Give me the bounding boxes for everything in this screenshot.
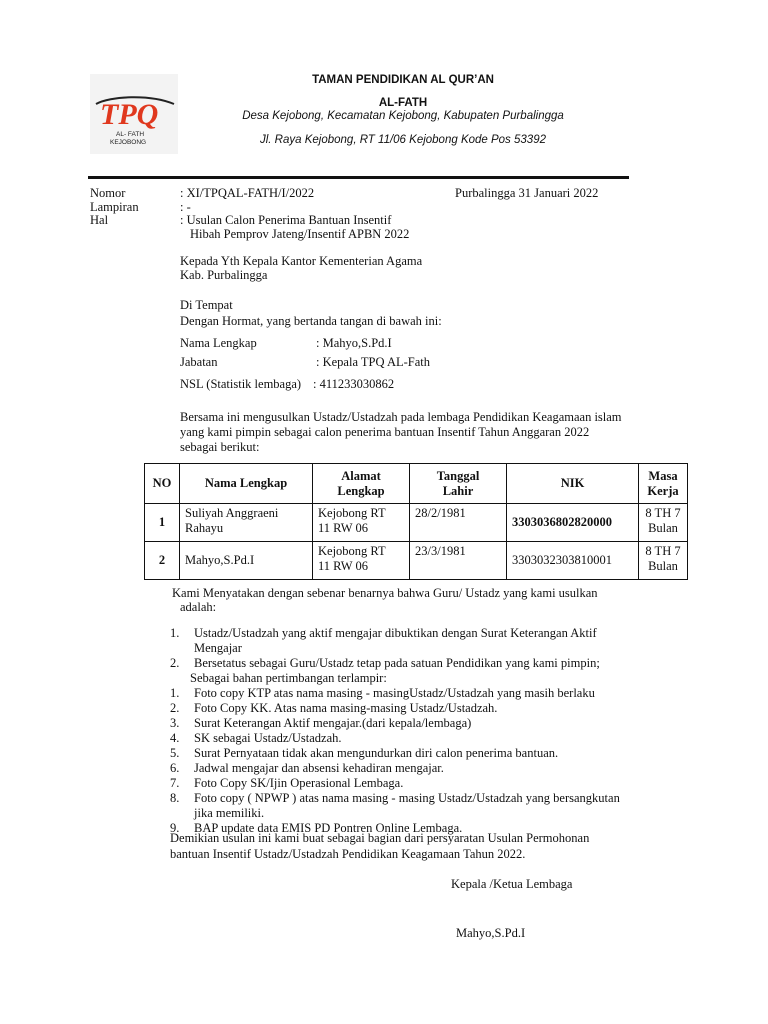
- recipient-line3: Di Tempat: [180, 298, 233, 312]
- th-alamat: Alamat Lengkap: [313, 464, 410, 504]
- signer-position-value: : Kepala TPQ AL-Fath: [316, 355, 430, 369]
- signature-name: Mahyo,S.Pd.I: [456, 926, 526, 940]
- list-item: Sebagai bahan pertimbangan terlampir:: [190, 671, 387, 685]
- hal-label: Hal: [90, 213, 109, 227]
- logo-sub1: AL- FATH: [116, 131, 145, 138]
- table-row: [145, 504, 688, 542]
- letterhead-divider: [88, 176, 629, 179]
- requirements-list: [170, 626, 710, 836]
- letterhead-street: Jl. Raya Kejobong, RT 11/06 Kejobong Kode Pos 53392: [259, 134, 546, 146]
- th-tanggal: Tanggal Lahir: [410, 464, 507, 504]
- letterhead-address: Desa Kejobong, Kecamatan Kejobong, Kabupaten Purbalingga: [242, 110, 564, 122]
- logo-sub2: KEJOBONG: [110, 139, 147, 146]
- nsl-value: : 411233030862: [313, 377, 395, 391]
- hal-value-line2: Hibah Pemprov Jateng/Insentif APBN 2022: [190, 227, 410, 241]
- logo-text: TPQ: [100, 98, 159, 131]
- cell-no: 2: [145, 542, 180, 580]
- cell-masa: 8 TH 7 Bulan: [639, 504, 688, 542]
- table-header-row: [145, 464, 688, 504]
- list-item: 5. Surat Pernyataan tidak akan mengundurkan diri calon penerima bantuan.: [170, 746, 559, 760]
- cell-nik: 3303032303810001: [507, 542, 639, 580]
- cell-masa: 8 TH 7 Bulan: [639, 542, 688, 580]
- list-item: 1. Ustadz/Ustadzah yang aktif mengajar dibuktikan dengan Surat Keterangan Aktif Mengajar: [170, 626, 597, 655]
- letterhead-name: AL-FATH: [378, 97, 428, 109]
- th-masa: Masa Kerja: [639, 464, 688, 504]
- table-row: [145, 542, 688, 580]
- cell-nama: Suliyah Anggraeni Rahayu: [180, 504, 313, 542]
- th-nik: NIK: [507, 464, 639, 504]
- list-item: 7. Foto Copy SK/Ijin Operasional Lembaga.: [170, 776, 404, 790]
- signer-name-label: Nama Lengkap: [180, 336, 257, 350]
- cell-nik: 3303036802820000: [507, 504, 639, 542]
- lampiran-value: : -: [180, 200, 191, 214]
- letterhead-title: TAMAN PENDIDIKAN AL QUR’AN: [312, 74, 494, 86]
- intro-line2: yang kami pimpin sebagai calon penerima bantuan Insentif Tahun Anggaran 2022: [180, 425, 590, 439]
- letter-date: Purbalingga 31 Januari 2022: [455, 186, 599, 200]
- intro-line3: sebagai berikut:: [180, 440, 260, 454]
- list-item: 3. Surat Keterangan Aktif mengajar.(dari kepala/lembaga): [170, 716, 472, 730]
- th-nama: Nama Lengkap: [180, 464, 313, 504]
- closing-line2: bantuan Insentif Ustadz/Ustadzah Pendidikan Keagamaan Tahun 2022.: [170, 847, 526, 861]
- hal-value-line1: : Usulan Calon Penerima Bantuan Insentif: [180, 213, 392, 227]
- statement-line1: Kami Menyatakan dengan sebenar benarnya bahwa Guru/ Ustadz yang kami usulkan: [172, 586, 598, 600]
- cell-no: 1: [145, 504, 180, 542]
- candidate-table: [144, 463, 688, 580]
- list-item: 4. SK sebagai Ustadz/Ustadzah.: [170, 731, 342, 745]
- lampiran-label: Lampiran: [90, 200, 139, 214]
- list-item: 6. Jadwal mengajar dan absensi kehadiran mengajar.: [170, 761, 444, 775]
- cell-tanggal: 23/3/1981: [410, 542, 507, 580]
- recipient-line1: Kepada Yth Kepala Kantor Kementerian Agama: [180, 254, 423, 268]
- nomor-value: : XI/TPQAL-FATH/I/2022: [180, 186, 315, 200]
- tpq-logo: [90, 74, 178, 154]
- signer-position-label: Jabatan: [180, 355, 218, 369]
- cell-alamat: Kejobong RT 11 RW 06: [313, 542, 410, 580]
- statement-line2: adalah:: [180, 600, 217, 614]
- list-item: 8. Foto copy ( NPWP ) atas nama masing - masing Ustadz/Ustadzah yang bersangkutan jika memiliki.: [170, 791, 620, 820]
- closing-line1: Demikian usulan ini kami buat sebagai bagian dari persyaratan Usulan Permohonan: [170, 831, 590, 845]
- list-item: 2. Foto Copy KK. Atas nama masing-masing Ustadz/Ustadzah.: [170, 701, 498, 715]
- cell-nama: Mahyo,S.Pd.I: [180, 542, 313, 580]
- greeting: Dengan Hormat, yang bertanda tangan di bawah ini:: [180, 314, 442, 328]
- list-item: 2. Bersetatus sebagai Guru/Ustadz tetap pada satuan Pendidikan yang kami pimpin;: [170, 656, 600, 670]
- cell-alamat: Kejobong RT 11 RW 06: [313, 504, 410, 542]
- nomor-label: Nomor: [90, 186, 126, 200]
- signer-name-value: : Mahyo,S.Pd.I: [316, 336, 392, 350]
- cell-tanggal: 28/2/1981: [410, 504, 507, 542]
- list-item: 9. BAP update data EMIS PD Pontren Online Lembaga.: [170, 821, 463, 835]
- signature-role: Kepala /Ketua Lembaga: [451, 877, 573, 891]
- list-item: 1. Foto copy KTP atas nama masing - masingUstadz/Ustadzah yang masih berlaku: [170, 686, 595, 700]
- th-no: NO: [145, 464, 180, 504]
- nsl-label: NSL (Statistik lembaga): [180, 377, 302, 391]
- intro-line1: Bersama ini mengusulkan Ustadz/Ustadzah pada lembaga Pendidikan Keagamaan islam: [180, 410, 622, 424]
- recipient-line2: Kab. Purbalingga: [180, 268, 268, 282]
